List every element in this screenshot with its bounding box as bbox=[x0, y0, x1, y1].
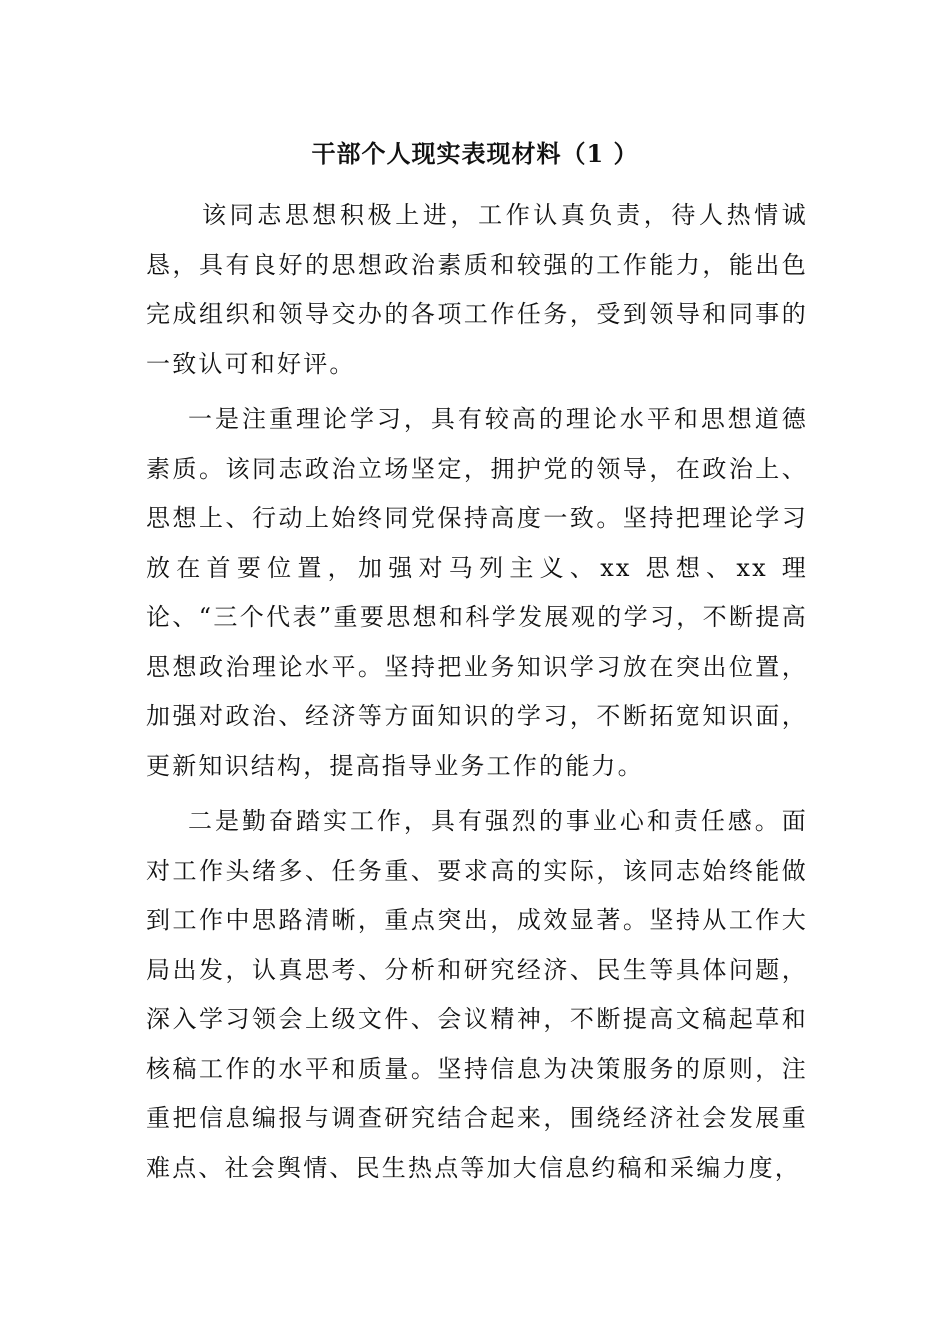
paragraph-diligent-work: 二是勤奋踏实工作，具有强烈的事业心和责任感。面对工作头绪多、任务重、要求高的实际，该同志始终能做到工作中思路清晰，重点突出，成效显著。坚持从工作大局出发，认真思考、分析和研究经济、民生等具体问题，深入学习领会上级文件、会议精神，不断提高文稿起草和核稿工作的水平和质量。坚持信息为决策服务的原则，注重把信息编报与调查研究结合起来，围绕经济社会发展重难点、社会舆情、民生热点等加大信息约稿和采编力度， bbox=[146, 807, 808, 1182]
document-title: 干部个人现实表现材料（1 ） bbox=[311, 139, 639, 168]
paragraph-intro: 该同志思想积极上进，工作认真负责，待人热情诚恳，具有良好的思想政治素质和较强的工作能力，能出色完成组织和领导交办的各项工作任务，受到领导和同事的一致认可和好评。 bbox=[146, 201, 808, 378]
paragraph-theory-study: 一是注重理论学习，具有较高的理论水平和思想道德素质。该同志政治立场坚定，拥护党的领导，在政治上、思想上、行动上始终同党保持高度一致。坚持把理论学习放在首要位置，加强对马列主义、xx 思想、xx 理论、“三个代表”重要思想和科学发展观的学习，不断提高思想政治理论水平。坚持把业务知识学习放在突出位置，加强对政治、经济等方面知识的学习，不断拓宽知识面，更新知识结构，提高指导业务工作的能力。 bbox=[146, 405, 808, 780]
document-body bbox=[146, 191, 808, 1193]
